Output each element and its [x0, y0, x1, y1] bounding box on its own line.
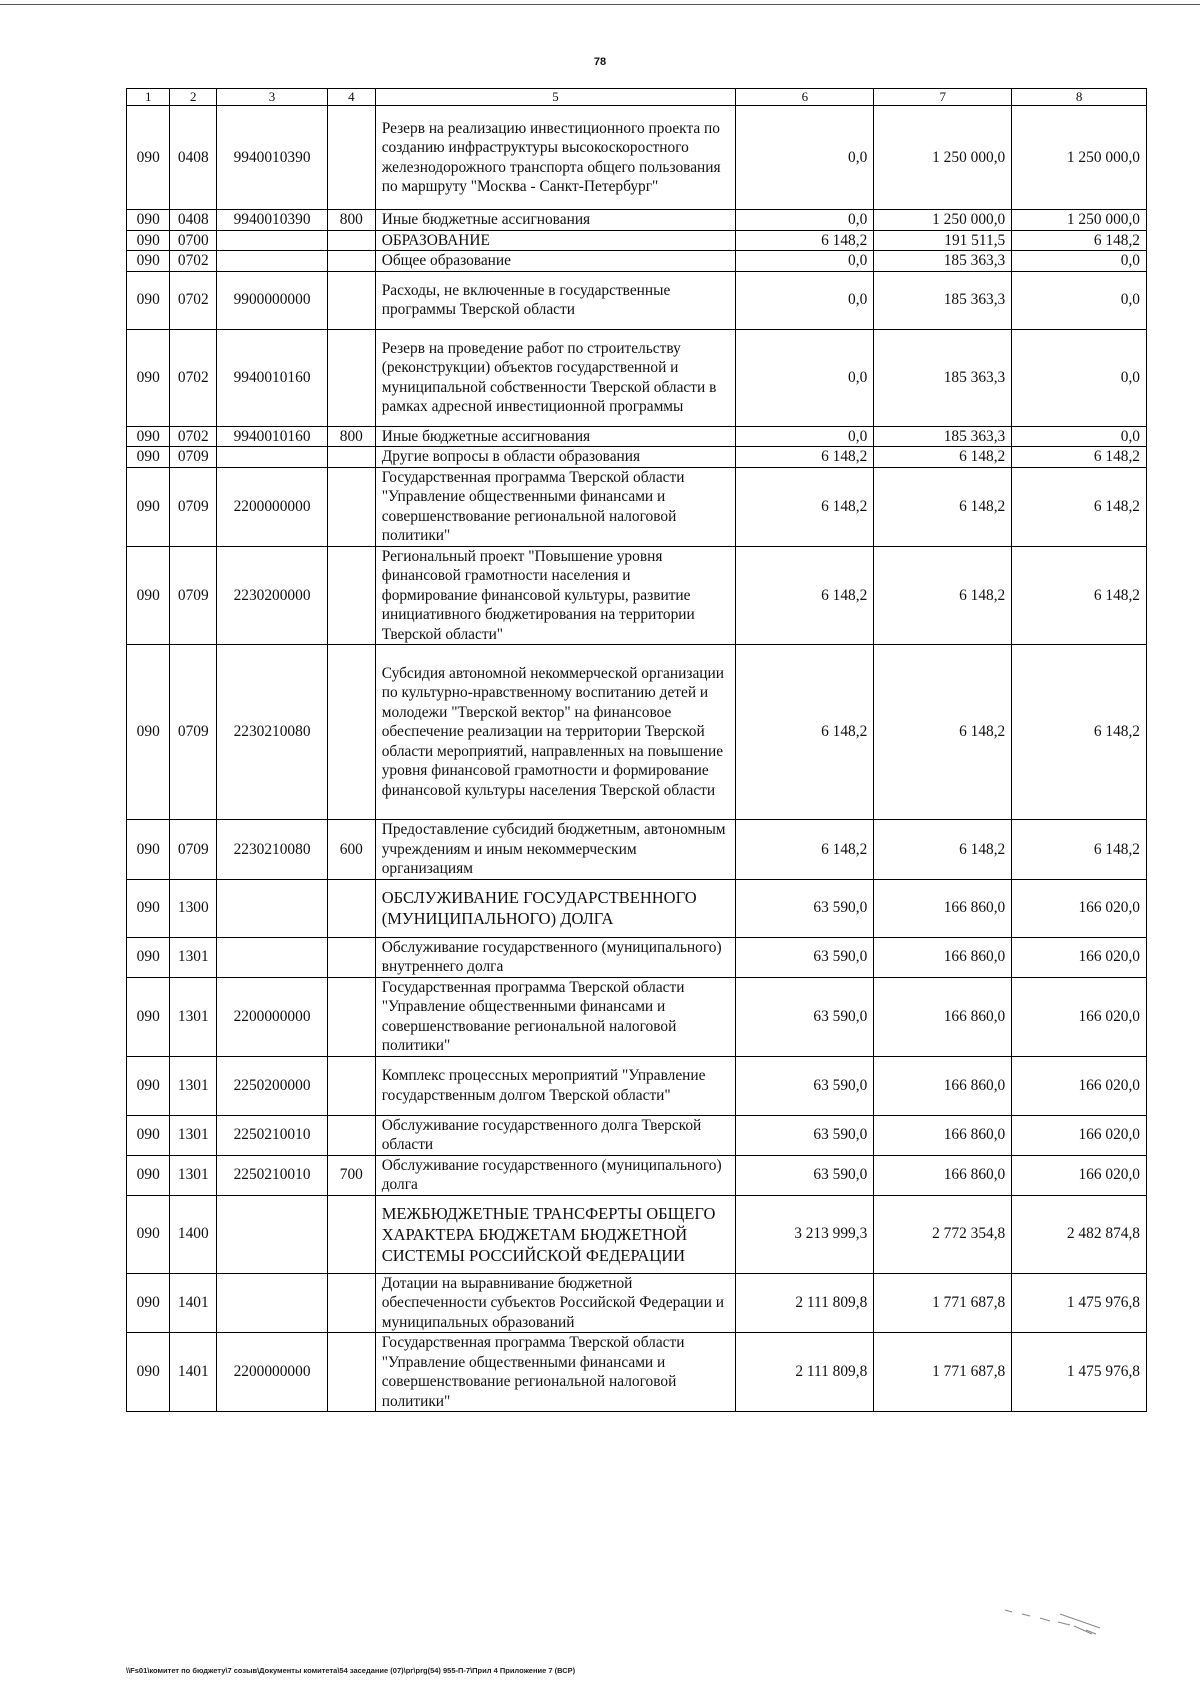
description-cell: Резерв на реализацию инвестиционного проекта по созданию инфраструктуры высокоскоростного железнодорожного транспорта общего пользования по маршруту "Москва - Санкт-Петербург" — [375, 106, 736, 210]
amount-col6-cell: 0,0 — [736, 210, 874, 231]
table-row — [127, 426, 1147, 447]
table-row — [127, 1115, 1147, 1155]
table-row — [127, 251, 1147, 272]
table-row — [127, 210, 1147, 231]
amount-col7-cell: 6 148,2 — [874, 447, 1012, 468]
amount-col7-cell: 166 860,0 — [874, 977, 1012, 1056]
section-code-cell: 1301 — [170, 977, 217, 1056]
amount-col8-cell: 2 482 874,8 — [1012, 1195, 1147, 1273]
amount-col6-cell: 63 590,0 — [736, 879, 874, 937]
amount-col6-cell: 63 590,0 — [736, 1115, 874, 1155]
section-code-cell: 1401 — [170, 1273, 217, 1333]
description-cell: Иные бюджетные ассигнования — [375, 426, 736, 447]
amount-col7-cell: 6 148,2 — [874, 546, 1012, 645]
section-code-cell: 1301 — [170, 1056, 217, 1115]
amount-col6-cell: 6 148,2 — [736, 645, 874, 820]
target-article-cell — [217, 879, 328, 937]
target-article-cell — [217, 447, 328, 468]
section-code-cell: 0702 — [170, 271, 217, 329]
amount-col7-cell: 185 363,3 — [874, 271, 1012, 329]
amount-col7-cell: 166 860,0 — [874, 937, 1012, 977]
description-cell: Государственная программа Тверской области "Управление общественными финансами и совершенствование региональной налоговой политики" — [375, 977, 736, 1056]
description-cell: Расходы, не включенные в государственные программы Тверской области — [375, 271, 736, 329]
expense-type-cell — [327, 977, 375, 1056]
amount-col7-cell: 2 772 354,8 — [874, 1195, 1012, 1273]
table-row — [127, 977, 1147, 1056]
table-row — [127, 645, 1147, 820]
amount-col6-cell: 63 590,0 — [736, 937, 874, 977]
target-article-cell — [217, 251, 328, 272]
table-row — [127, 820, 1147, 880]
amount-col7-cell: 6 148,2 — [874, 645, 1012, 820]
expense-type-cell: 800 — [327, 210, 375, 231]
target-article-cell: 2250210010 — [217, 1115, 328, 1155]
table-row — [127, 1273, 1147, 1333]
amount-col8-cell: 166 020,0 — [1012, 1155, 1147, 1195]
amount-col8-cell: 166 020,0 — [1012, 977, 1147, 1056]
expense-type-cell: 800 — [327, 426, 375, 447]
description-cell: Обслуживание государственного долга Тверской области — [375, 1115, 736, 1155]
expense-type-cell — [327, 447, 375, 468]
grbs-code-cell: 090 — [127, 879, 170, 937]
amount-col8-cell: 6 148,2 — [1012, 820, 1147, 880]
amount-col7-cell: 1 250 000,0 — [874, 106, 1012, 210]
table-row — [127, 879, 1147, 937]
section-code-cell: 1300 — [170, 879, 217, 937]
section-code-cell: 1301 — [170, 937, 217, 977]
expense-type-cell — [327, 879, 375, 937]
amount-col6-cell: 0,0 — [736, 251, 874, 272]
file-path-footer: \\Fs01\комитет по бюджету\7 созыв\Документы комитета\54 заседание (07)\рг\prg(54) 955-П-7\Прил 4 Приложение 7 (ВСР) — [126, 1666, 576, 1675]
col-header-1: 1 — [127, 89, 170, 106]
amount-col6-cell: 3 213 999,3 — [736, 1195, 874, 1273]
amount-col8-cell: 166 020,0 — [1012, 937, 1147, 977]
expense-type-cell — [327, 106, 375, 210]
col-header-4: 4 — [327, 89, 375, 106]
grbs-code-cell: 090 — [127, 546, 170, 645]
description-cell: ОБРАЗОВАНИЕ — [375, 230, 736, 251]
grbs-code-cell: 090 — [127, 1273, 170, 1333]
description-cell: МЕЖБЮДЖЕТНЫЕ ТРАНСФЕРТЫ ОБЩЕГО ХАРАКТЕРА БЮДЖЕТАМ БЮДЖЕТНОЙ СИСТЕМЫ РОССИЙСКОЙ ФЕДЕРАЦИИ — [375, 1195, 736, 1273]
description-cell: Резерв на проведение работ по строительству (реконструкции) объектов государственной и муниципальной собственности Тверской области в рамках адресной инвестиционной программы — [375, 329, 736, 426]
amount-col7-cell: 166 860,0 — [874, 1115, 1012, 1155]
table-row — [127, 329, 1147, 426]
amount-col6-cell: 0,0 — [736, 426, 874, 447]
page-number: 78 — [593, 56, 607, 68]
expense-type-cell — [327, 1056, 375, 1115]
amount-col7-cell: 1 250 000,0 — [874, 210, 1012, 231]
expense-type-cell — [327, 1115, 375, 1155]
amount-col8-cell: 1 250 000,0 — [1012, 210, 1147, 231]
table-row — [127, 447, 1147, 468]
amount-col6-cell: 6 148,2 — [736, 230, 874, 251]
table-row — [127, 546, 1147, 645]
section-code-cell: 0408 — [170, 210, 217, 231]
amount-col8-cell: 6 148,2 — [1012, 230, 1147, 251]
amount-col7-cell: 1 771 687,8 — [874, 1273, 1012, 1333]
description-cell: Субсидия автономной некоммерческой организации по культурно-нравственному воспитанию детей и молодежи "Тверской вектор" на финансовое обеспечение реализации на территории Тверской области мероприятий, направленных на повышение уровня финансовой грамотности и формирование финансовой культуры населения Тверской области — [375, 645, 736, 820]
table-row — [127, 1056, 1147, 1115]
signature-scribble — [1000, 1600, 1120, 1640]
amount-col8-cell: 6 148,2 — [1012, 447, 1147, 468]
grbs-code-cell: 090 — [127, 271, 170, 329]
amount-col8-cell: 0,0 — [1012, 251, 1147, 272]
grbs-code-cell: 090 — [127, 329, 170, 426]
section-code-cell: 0709 — [170, 645, 217, 820]
amount-col6-cell: 63 590,0 — [736, 1056, 874, 1115]
target-article-cell: 9900000000 — [217, 271, 328, 329]
expense-type-cell — [327, 645, 375, 820]
section-code-cell: 0702 — [170, 329, 217, 426]
grbs-code-cell: 090 — [127, 1155, 170, 1195]
amount-col8-cell: 6 148,2 — [1012, 546, 1147, 645]
description-cell: Общее образование — [375, 251, 736, 272]
section-code-cell: 1401 — [170, 1333, 217, 1412]
section-code-cell: 0702 — [170, 426, 217, 447]
grbs-code-cell: 090 — [127, 1333, 170, 1412]
description-cell: Обслуживание государственного (муниципального) внутреннего долга — [375, 937, 736, 977]
col-header-6: 6 — [736, 89, 874, 106]
amount-col6-cell: 6 148,2 — [736, 467, 874, 546]
section-code-cell: 1301 — [170, 1115, 217, 1155]
amount-col6-cell: 0,0 — [736, 271, 874, 329]
amount-col8-cell: 1 475 976,8 — [1012, 1273, 1147, 1333]
col-header-3: 3 — [217, 89, 328, 106]
amount-col6-cell: 2 111 809,8 — [736, 1273, 874, 1333]
expense-type-cell — [327, 937, 375, 977]
amount-col7-cell: 191 511,5 — [874, 230, 1012, 251]
target-article-cell — [217, 230, 328, 251]
table-row — [127, 467, 1147, 546]
grbs-code-cell: 090 — [127, 1056, 170, 1115]
table-row — [127, 937, 1147, 977]
description-cell: Иные бюджетные ассигнования — [375, 210, 736, 231]
description-cell: Обслуживание государственного (муниципального) долга — [375, 1155, 736, 1195]
expense-type-cell — [327, 1333, 375, 1412]
target-article-cell: 2230210080 — [217, 820, 328, 880]
grbs-code-cell: 090 — [127, 977, 170, 1056]
amount-col7-cell: 6 148,2 — [874, 820, 1012, 880]
target-article-cell: 2200000000 — [217, 467, 328, 546]
expense-type-cell — [327, 251, 375, 272]
amount-col6-cell: 6 148,2 — [736, 447, 874, 468]
section-code-cell: 0709 — [170, 546, 217, 645]
expense-type-cell — [327, 1195, 375, 1273]
table-row — [127, 106, 1147, 210]
amount-col6-cell: 6 148,2 — [736, 546, 874, 645]
target-article-cell — [217, 1273, 328, 1333]
target-article-cell: 2230200000 — [217, 546, 328, 645]
amount-col7-cell: 166 860,0 — [874, 1056, 1012, 1115]
section-code-cell: 0408 — [170, 106, 217, 210]
grbs-code-cell: 090 — [127, 106, 170, 210]
target-article-cell: 2200000000 — [217, 977, 328, 1056]
table-row — [127, 1195, 1147, 1273]
section-code-cell: 1400 — [170, 1195, 217, 1273]
description-cell: ОБСЛУЖИВАНИЕ ГОСУДАРСТВЕННОГО (МУНИЦИПАЛЬНОГО) ДОЛГА — [375, 879, 736, 937]
target-article-cell — [217, 1195, 328, 1273]
top-border-line — [0, 4, 1200, 5]
grbs-code-cell: 090 — [127, 230, 170, 251]
amount-col8-cell: 0,0 — [1012, 426, 1147, 447]
description-cell: Государственная программа Тверской области "Управление общественными финансами и совершенствование региональной налоговой политики" — [375, 467, 736, 546]
col-header-8: 8 — [1012, 89, 1147, 106]
expense-type-cell — [327, 230, 375, 251]
col-header-2: 2 — [170, 89, 217, 106]
amount-col6-cell: 63 590,0 — [736, 1155, 874, 1195]
amount-col7-cell: 166 860,0 — [874, 879, 1012, 937]
col-header-7: 7 — [874, 89, 1012, 106]
amount-col8-cell: 166 020,0 — [1012, 1115, 1147, 1155]
grbs-code-cell: 090 — [127, 251, 170, 272]
description-cell: Предоставление субсидий бюджетным, автономным учреждениям и иным некоммерческим организациям — [375, 820, 736, 880]
grbs-code-cell: 090 — [127, 645, 170, 820]
target-article-cell: 2230210080 — [217, 645, 328, 820]
amount-col6-cell: 2 111 809,8 — [736, 1333, 874, 1412]
target-article-cell: 9940010390 — [217, 210, 328, 231]
amount-col7-cell: 6 148,2 — [874, 467, 1012, 546]
amount-col7-cell: 166 860,0 — [874, 1155, 1012, 1195]
table-row — [127, 1155, 1147, 1195]
section-code-cell: 0702 — [170, 251, 217, 272]
grbs-code-cell: 090 — [127, 447, 170, 468]
target-article-cell: 9940010160 — [217, 426, 328, 447]
budget-table — [126, 88, 1147, 1412]
section-code-cell: 0709 — [170, 447, 217, 468]
expense-type-cell — [327, 467, 375, 546]
amount-col8-cell: 1 475 976,8 — [1012, 1333, 1147, 1412]
grbs-code-cell: 090 — [127, 937, 170, 977]
expense-type-cell: 600 — [327, 820, 375, 880]
amount-col7-cell: 185 363,3 — [874, 426, 1012, 447]
amount-col8-cell: 1 250 000,0 — [1012, 106, 1147, 210]
table-row — [127, 271, 1147, 329]
table-row — [127, 230, 1147, 251]
section-code-cell: 0709 — [170, 467, 217, 546]
grbs-code-cell: 090 — [127, 1115, 170, 1155]
grbs-code-cell: 090 — [127, 467, 170, 546]
grbs-code-cell: 090 — [127, 1195, 170, 1273]
target-article-cell: 9940010390 — [217, 106, 328, 210]
amount-col7-cell: 185 363,3 — [874, 251, 1012, 272]
grbs-code-cell: 090 — [127, 426, 170, 447]
section-code-cell: 1301 — [170, 1155, 217, 1195]
grbs-code-cell: 090 — [127, 820, 170, 880]
amount-col6-cell: 0,0 — [736, 106, 874, 210]
target-article-cell: 2200000000 — [217, 1333, 328, 1412]
amount-col8-cell: 166 020,0 — [1012, 1056, 1147, 1115]
amount-col7-cell: 1 771 687,8 — [874, 1333, 1012, 1412]
expense-type-cell — [327, 271, 375, 329]
expense-type-cell — [327, 329, 375, 426]
description-cell: Другие вопросы в области образования — [375, 447, 736, 468]
expense-type-cell: 700 — [327, 1155, 375, 1195]
description-cell: Региональный проект "Повышение уровня финансовой грамотности населения и формирование финансовой культуры, развитие инициативного бюджетирования на территории Тверской области" — [375, 546, 736, 645]
table-row — [127, 1333, 1147, 1412]
target-article-cell — [217, 937, 328, 977]
section-code-cell: 0700 — [170, 230, 217, 251]
description-cell: Дотации на выравнивание бюджетной обеспеченности субъектов Российской Федерации и муниципальных образований — [375, 1273, 736, 1333]
target-article-cell: 2250210010 — [217, 1155, 328, 1195]
amount-col8-cell: 166 020,0 — [1012, 879, 1147, 937]
target-article-cell: 2250200000 — [217, 1056, 328, 1115]
target-article-cell: 9940010160 — [217, 329, 328, 426]
expense-type-cell — [327, 1273, 375, 1333]
amount-col8-cell: 6 148,2 — [1012, 645, 1147, 820]
header-row — [127, 89, 1147, 106]
grbs-code-cell: 090 — [127, 210, 170, 231]
description-cell: Государственная программа Тверской области "Управление общественными финансами и совершенствование региональной налоговой политики" — [375, 1333, 736, 1412]
expense-type-cell — [327, 546, 375, 645]
amount-col6-cell: 0,0 — [736, 329, 874, 426]
amount-col6-cell: 6 148,2 — [736, 820, 874, 880]
amount-col7-cell: 185 363,3 — [874, 329, 1012, 426]
amount-col8-cell: 6 148,2 — [1012, 467, 1147, 546]
col-header-5: 5 — [375, 89, 736, 106]
amount-col8-cell: 0,0 — [1012, 271, 1147, 329]
amount-col6-cell: 63 590,0 — [736, 977, 874, 1056]
description-cell: Комплекс процессных мероприятий "Управление государственным долгом Тверской области" — [375, 1056, 736, 1115]
amount-col8-cell: 0,0 — [1012, 329, 1147, 426]
section-code-cell: 0709 — [170, 820, 217, 880]
